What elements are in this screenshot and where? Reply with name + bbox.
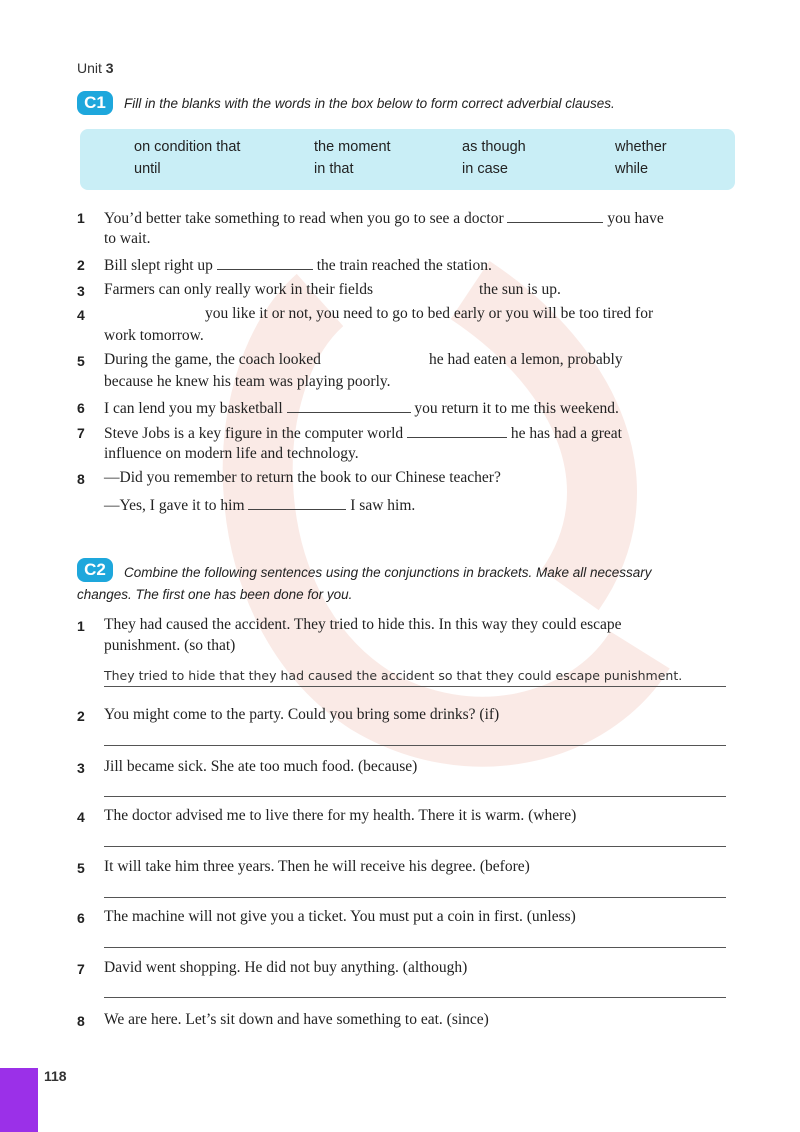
c2-item-7: David went shopping. He did not buy anything. (although) [104, 959, 468, 976]
word-box [80, 129, 735, 190]
fill-blank[interactable] [407, 423, 507, 438]
c2-item-1: They had caused the accident. They tried to hide this. In this way they could escape [104, 616, 622, 633]
c1-item-4-cont: work tomorrow. [104, 327, 204, 344]
fill-blank[interactable] [248, 495, 346, 510]
page-color-tab [0, 1068, 38, 1132]
word-option: until [134, 161, 161, 177]
answer-line[interactable] [104, 997, 726, 998]
item-number: 2 [77, 257, 85, 273]
fill-blank[interactable] [507, 208, 603, 223]
c1-item-3: Farmers can only really work in their fields the sun is up. [104, 281, 561, 298]
c1-item-5: During the game, the coach looked he had eaten a lemon, probably [104, 351, 623, 368]
word-option: in case [462, 161, 508, 177]
item-number: 3 [77, 760, 85, 776]
item-number: 7 [77, 425, 85, 441]
c1-item-8-reply: —Yes, I gave it to him I saw him. [104, 497, 416, 514]
item-number: 5 [77, 860, 85, 876]
c2-item-4: The doctor advised me to live there for my health. There it is warm. (where) [104, 807, 577, 824]
section-c2-badge: C2 [77, 558, 113, 582]
item-number: 3 [77, 283, 85, 299]
c1-item-5-cont: because he knew his team was playing poorly. [104, 373, 391, 390]
item-number: 2 [77, 708, 85, 724]
item-number: 1 [77, 210, 85, 226]
item-number: 5 [77, 353, 85, 369]
item-number: 4 [77, 307, 85, 323]
c2-item-5: It will take him three years. Then he will receive his degree. (before) [104, 858, 530, 875]
fill-blank[interactable] [217, 255, 313, 270]
word-option: on condition that [134, 139, 241, 155]
item-number: 6 [77, 910, 85, 926]
answer-line[interactable] [104, 686, 726, 687]
answer-line[interactable] [104, 897, 726, 898]
answer-line[interactable] [104, 947, 726, 948]
answer-line[interactable] [104, 846, 726, 847]
c2-item-6: The machine will not give you a ticket. You must put a coin in first. (unless) [104, 908, 576, 925]
item-number: 1 [77, 618, 85, 634]
unit-label: Unit 3 [77, 60, 114, 76]
c1-item-6: I can lend you my basketball you return it to me this weekend. [104, 400, 619, 417]
answer-line[interactable] [104, 745, 726, 746]
c1-item-8: —Did you remember to return the book to our Chinese teacher? [104, 469, 501, 486]
section-c2-instruction: Combine the following sentences using the conjunctions in brackets. Make all necessary [124, 565, 652, 580]
c2-item-3: Jill became sick. She ate too much food. (because) [104, 758, 418, 775]
item-number: 4 [77, 809, 85, 825]
section-c1-instruction: Fill in the blanks with the words in the box below to form correct adverbial clauses. [124, 96, 615, 111]
c1-item-7: Steve Jobs is a key figure in the computer world he has had a great [104, 425, 622, 442]
item-number: 6 [77, 400, 85, 416]
c1-item-4: you like it or not, you need to go to bed early or you will be too tired for [205, 305, 654, 322]
page-number: 118 [44, 1068, 67, 1084]
item-number: 8 [77, 471, 85, 487]
c2-item-1-cont: punishment. (so that) [104, 637, 236, 654]
fill-blank[interactable] [287, 398, 411, 413]
c1-item-2: Bill slept right up the train reached the station. [104, 257, 492, 274]
example-answer: They tried to hide that they had caused the accident so that they could escape punishment. [104, 668, 683, 683]
section-c1-badge: C1 [77, 91, 113, 115]
c2-item-8: We are here. Let’s sit down and have something to eat. (since) [104, 1011, 489, 1028]
item-number: 8 [77, 1013, 85, 1029]
word-option: the moment [314, 139, 391, 155]
answer-line[interactable] [104, 796, 726, 797]
word-option: whether [615, 139, 667, 155]
word-option: in that [314, 161, 354, 177]
word-option: as though [462, 139, 526, 155]
c2-item-2: You might come to the party. Could you bring some drinks? (if) [104, 706, 500, 723]
section-c2-instruction-cont: changes. The first one has been done for you. [77, 587, 353, 602]
c1-item-1-cont: to wait. [104, 230, 151, 247]
item-number: 7 [77, 961, 85, 977]
c1-item-7-cont: influence on modern life and technology. [104, 445, 359, 462]
c1-item-1: You’d better take something to read when you go to see a doctor you have [104, 210, 664, 227]
word-option: while [615, 161, 649, 177]
